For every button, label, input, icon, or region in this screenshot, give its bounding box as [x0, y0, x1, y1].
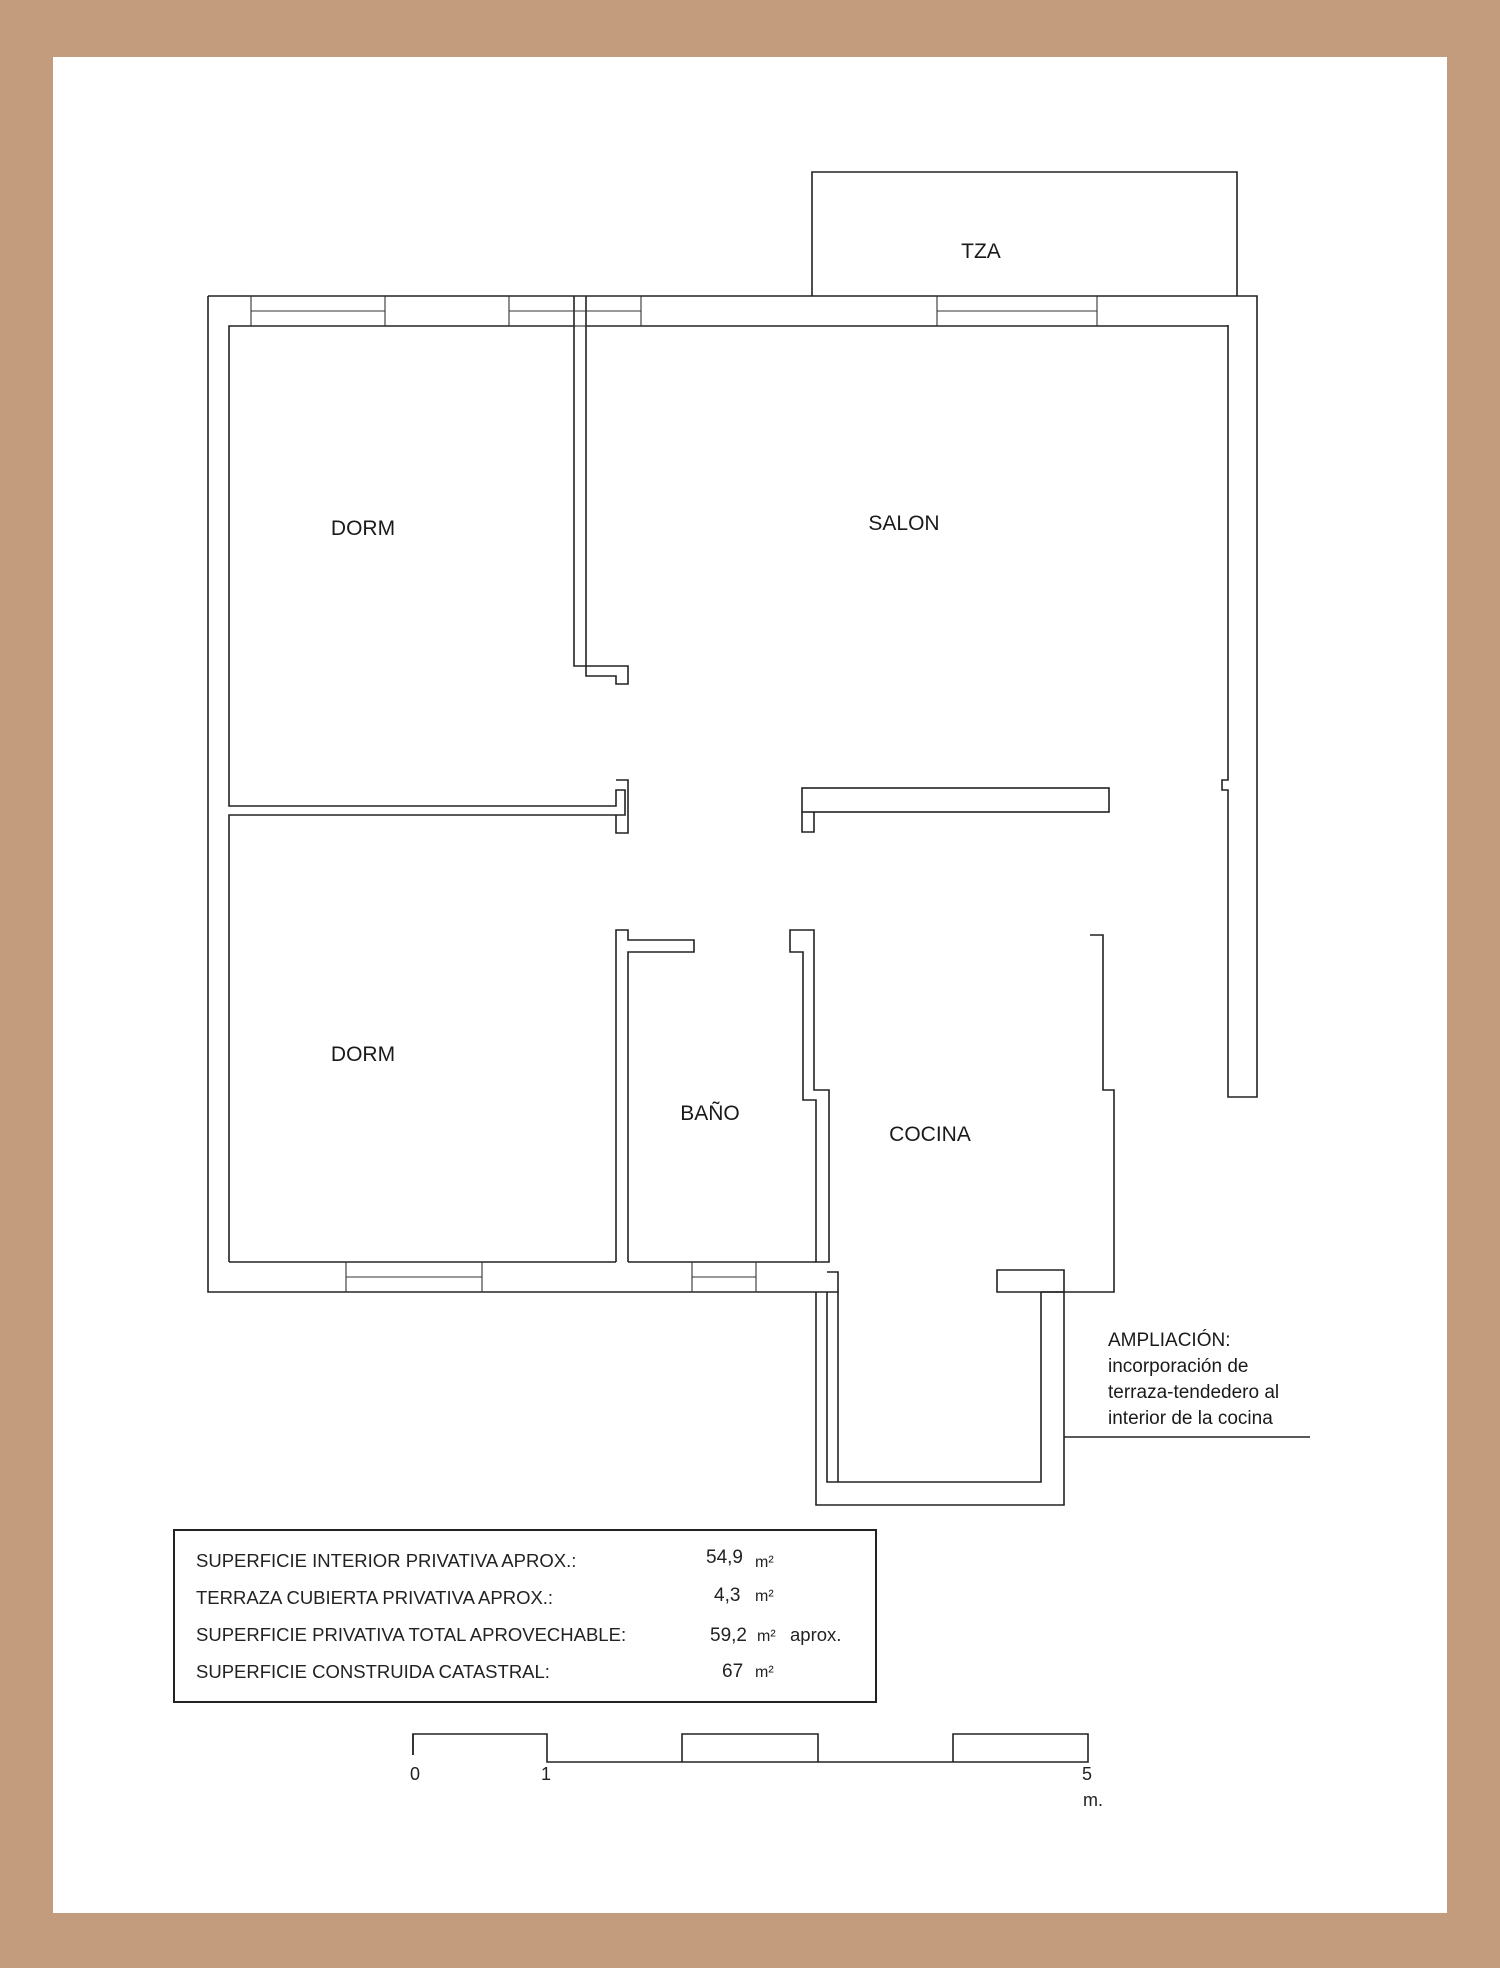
area-unit-terraza: m² [755, 1588, 774, 1605]
area-value-terraza: 4,3 [714, 1585, 741, 1606]
room-label-tza: TZA [961, 240, 1001, 263]
area-label-terraza: TERRAZA CUBIERTA PRIVATIVA APROX.: [196, 1587, 554, 1608]
room-label-cocina: COCINA [889, 1123, 971, 1146]
area-unit-total: m² [757, 1628, 776, 1645]
area-label-catastral: SUPERFICIE CONSTRUIDA CATASTRAL: [196, 1661, 550, 1682]
scale-tick-0: 0 [410, 1764, 421, 1784]
kitchen-right-wall [997, 935, 1114, 1292]
area-label-total: SUPERFICIE PRIVATIVA TOTAL APROVECHABLE: [196, 1624, 627, 1645]
partition-dorm-salon [574, 296, 628, 684]
extension-walls [816, 1292, 1064, 1505]
annotation-line-1: incorporación de [1108, 1356, 1249, 1377]
areas-table [174, 1530, 876, 1702]
area-label-interior: SUPERFICIE INTERIOR PRIVATIVA APROX.: [196, 1550, 577, 1571]
scale-tick-1: 1 [541, 1764, 552, 1784]
area-value-catastral: 67 [722, 1661, 744, 1682]
scale-bar [410, 1734, 1103, 1810]
area-value-total: 59,2 [710, 1625, 747, 1646]
partition-dorm-bano [616, 930, 694, 1262]
exterior-wall-outer [208, 296, 1257, 1097]
room-label-salon: SALON [868, 512, 940, 535]
terrace-outline [812, 172, 1237, 296]
area-unit-interior: m² [755, 1554, 774, 1571]
room-label-bano: BAÑO [680, 1102, 740, 1125]
scale-tick-5: 5 [1082, 1764, 1093, 1784]
room-label-dorm-upper: DORM [330, 517, 396, 540]
partition-bano-cocina [790, 930, 829, 1262]
scale-unit: m. [1083, 1790, 1103, 1810]
bottom-windows [346, 1262, 756, 1292]
exterior-wall-inner-top [229, 296, 625, 1262]
partition-dorms-end [616, 780, 628, 833]
room-label-dorm-lower: DORM [330, 1043, 396, 1066]
exterior-wall-left [208, 296, 838, 1292]
annotation-line-2: terraza-tendedero al [1108, 1382, 1280, 1403]
area-unit-catastral: m² [755, 1664, 774, 1681]
area-value-interior: 54,9 [706, 1547, 743, 1568]
kitchen-counter-wall [802, 788, 1109, 812]
annotation-line-3: interior de la cocina [1108, 1408, 1273, 1429]
counter-wall-return [802, 812, 814, 832]
area-suffix-total: aprox. [790, 1624, 842, 1645]
annotation-title: AMPLIACIÓN: [1108, 1330, 1231, 1351]
top-windows [251, 296, 1097, 326]
